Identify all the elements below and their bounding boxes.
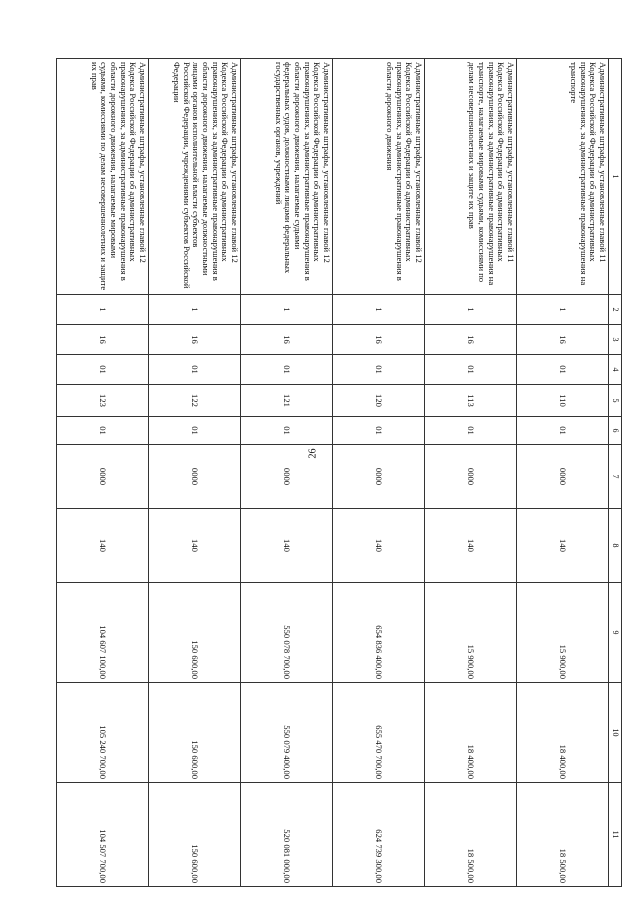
- amount-cell: 18 500,00: [517, 783, 609, 887]
- rotated-table-container: [58, 58, 622, 886]
- code-cell: 01: [241, 417, 333, 445]
- amount-cell: 150 600,00: [149, 783, 241, 887]
- code-cell: 140: [333, 509, 425, 583]
- table-row: [241, 59, 333, 887]
- table-row: [425, 59, 517, 887]
- amount-cell: 150 600,00: [149, 683, 241, 783]
- code-cell: 01: [333, 417, 425, 445]
- code-cell: 16: [149, 325, 241, 355]
- amount-cell: 550 079 400,00: [241, 683, 333, 783]
- code-cell: 0000: [241, 445, 333, 509]
- code-cell: 0000: [149, 445, 241, 509]
- code-cell: 01: [425, 355, 517, 385]
- table-row: [57, 59, 149, 887]
- code-cell: 0000: [333, 445, 425, 509]
- row-description: Административные штрафы, установленные главой 12 Кодекса Российской Федерации об административных правонарушениях, за административные правонарушения в области дорожного движения, налагаемые мировыми судьями, комиссиями по делам несовершеннолетних и защите их прав: [57, 59, 149, 295]
- code-cell: 121: [241, 385, 333, 417]
- code-cell: 01: [149, 417, 241, 445]
- code-cell: 01: [57, 417, 149, 445]
- code-cell: 16: [241, 325, 333, 355]
- code-cell: 140: [57, 509, 149, 583]
- code-cell: 1: [425, 295, 517, 325]
- column-header: 10: [609, 683, 622, 783]
- amount-cell: 654 836 400,00: [333, 583, 425, 683]
- amount-cell: 15 900,00: [517, 583, 609, 683]
- row-description: Административные штрафы, установленные главой 11 Кодекса Российской Федерации об административных правонарушениях, за административные правонарушения на транспорте, налагаемые мировыми судьями, комиссиями по делам несовершеннолетних и защите их прав: [425, 59, 517, 295]
- column-number-row: [609, 59, 622, 887]
- amount-cell: 104 507 700,00: [57, 783, 149, 887]
- amount-cell: 624 739 300,00: [333, 783, 425, 887]
- code-cell: 01: [517, 355, 609, 385]
- page-number: 26: [307, 448, 319, 459]
- amount-cell: 550 078 700,00: [241, 583, 333, 683]
- code-cell: 113: [425, 385, 517, 417]
- row-description: Административные штрафы, установленные главой 12 Кодекса Российской Федерации об административных правонарушениях, за административные правонарушения в области дорожного движения, налагаемые судьями федеральных судов, должностными лицами федеральных государственных органов, учреждений: [241, 59, 333, 295]
- column-header: 3: [609, 325, 622, 355]
- amount-cell: 18 500,00: [425, 783, 517, 887]
- amount-cell: 104 607 100,00: [57, 583, 149, 683]
- code-cell: 110: [517, 385, 609, 417]
- amount-cell: 150 600,00: [149, 583, 241, 683]
- code-cell: 122: [149, 385, 241, 417]
- column-header: 8: [609, 509, 622, 583]
- table-row: [149, 59, 241, 887]
- code-cell: 01: [241, 355, 333, 385]
- column-header: 1: [609, 59, 622, 295]
- amount-cell: 655 470 700,00: [333, 683, 425, 783]
- code-cell: 1: [333, 295, 425, 325]
- code-cell: 16: [425, 325, 517, 355]
- column-header: 6: [609, 417, 622, 445]
- table-row: [517, 59, 609, 887]
- code-cell: 140: [517, 509, 609, 583]
- code-cell: 01: [333, 355, 425, 385]
- code-cell: 1: [517, 295, 609, 325]
- code-cell: 0000: [517, 445, 609, 509]
- code-cell: 1: [57, 295, 149, 325]
- table-row: [333, 59, 425, 887]
- code-cell: 0000: [57, 445, 149, 509]
- code-cell: 01: [517, 417, 609, 445]
- amount-cell: 520 081 000,00: [241, 783, 333, 887]
- column-header: 9: [609, 583, 622, 683]
- row-description: Административные штрафы, установленные главой 11 Кодекса Российской Федерации об административных правонарушениях, за административные правонарушения на транспорте: [517, 59, 609, 295]
- code-cell: 01: [57, 355, 149, 385]
- amount-cell: 15 900,00: [425, 583, 517, 683]
- column-header: 4: [609, 355, 622, 385]
- amount-cell: 18 400,00: [517, 683, 609, 783]
- code-cell: 16: [57, 325, 149, 355]
- code-cell: 140: [425, 509, 517, 583]
- code-cell: 01: [149, 355, 241, 385]
- column-header: 2: [609, 295, 622, 325]
- amount-cell: 18 400,00: [425, 683, 517, 783]
- revenue-table: [56, 58, 622, 887]
- code-cell: 16: [517, 325, 609, 355]
- code-cell: 140: [149, 509, 241, 583]
- row-description: Административные штрафы, установленные главой 12 Кодекса Российской Федерации об административных правонарушениях, за административные правонарушения в области дорожного движения, налагаемые должностными лицами органов исполнительной власти субъектов Российской Федерации, учреждениями субъектов Российской Федерации: [149, 59, 241, 295]
- code-cell: 1: [149, 295, 241, 325]
- code-cell: 123: [57, 385, 149, 417]
- column-header: 11: [609, 783, 622, 887]
- row-description: Административные штрафы, установленные главой 12 Кодекса Российской Федерации об административных правонарушениях, за административные правонарушения в области дорожного движения: [333, 59, 425, 295]
- column-header: 5: [609, 385, 622, 417]
- code-cell: 140: [241, 509, 333, 583]
- code-cell: 120: [333, 385, 425, 417]
- amount-cell: 105 240 700,00: [57, 683, 149, 783]
- column-header: 7: [609, 445, 622, 509]
- code-cell: 01: [425, 417, 517, 445]
- code-cell: 0000: [425, 445, 517, 509]
- code-cell: 1: [241, 295, 333, 325]
- code-cell: 16: [333, 325, 425, 355]
